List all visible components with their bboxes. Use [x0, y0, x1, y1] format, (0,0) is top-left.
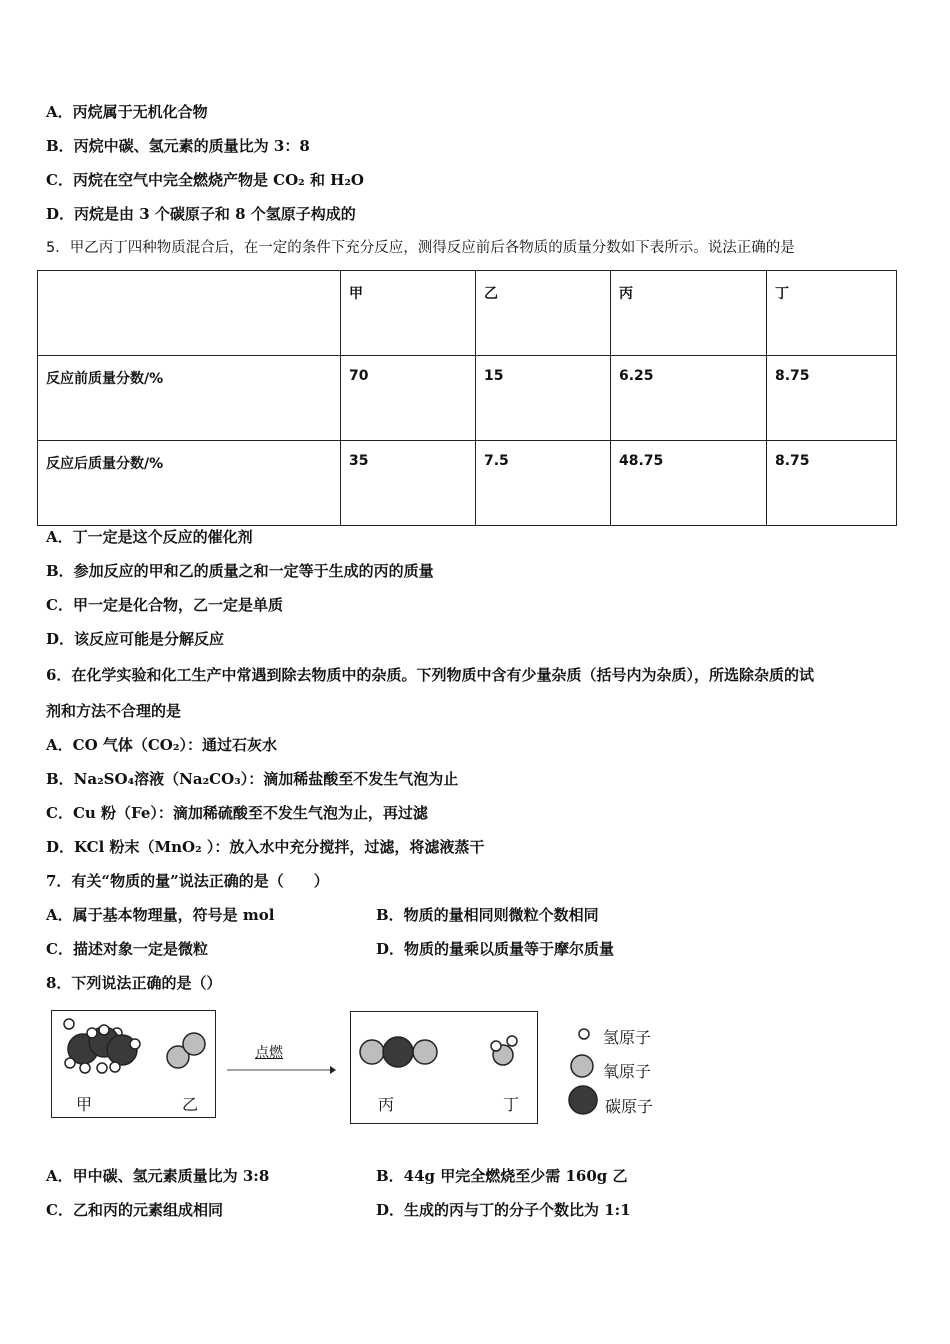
- q8-option-a: A．甲中碳、氢元素质量比为 3:8: [46, 1167, 270, 1185]
- q6-stem-line1: 6．在化学实验和化工生产中常遇到除去物质中的杂质。下列物质中含有少量杂质（括号内为杂质），所选除杂质的试: [46, 666, 814, 684]
- table-cell: 丙: [611, 271, 767, 356]
- q5-stem: 5．甲乙丙丁四种物质混合后，在一定的条件下充分反应，测得反应前后各物质的质量分数如下表所示。说法正确的是: [46, 240, 795, 256]
- table-cell: 反应后质量分数/%: [38, 441, 341, 526]
- table-cell: 70: [341, 356, 476, 441]
- q5-option-c: C．甲一定是化合物，乙一定是单质: [46, 596, 283, 614]
- q6-option-b: B．Na₂SO₄溶液（Na₂CO₃）：滴加稀盐酸至不发生气泡为止: [46, 770, 459, 788]
- table-cell: 35: [341, 441, 476, 526]
- table-cell: 8.75: [767, 356, 897, 441]
- q8-option-d: D．生成的丙与丁的分子个数比为 1:1: [376, 1201, 631, 1219]
- q6-option-a: A．CO 气体（CO₂）：通过石灰水: [46, 736, 277, 754]
- q6-option-c: C．Cu 粉（Fe）：滴加稀硫酸至不发生气泡为止，再过滤: [46, 804, 428, 822]
- oxygen-molecule: [167, 1033, 205, 1068]
- molecule-drawing: [0, 1000, 700, 1130]
- label-bing: 丙: [378, 1095, 395, 1114]
- table-cell: 7.5: [476, 441, 611, 526]
- q8-stem: 8．下列说法正确的是（）: [46, 974, 222, 992]
- q5-table: [37, 270, 897, 526]
- table-row: [38, 356, 897, 441]
- table-cell: 8.75: [767, 441, 897, 526]
- table-cell: 反应前质量分数/%: [38, 356, 341, 441]
- table-cell: 6.25: [611, 356, 767, 441]
- table-cell: 15: [476, 356, 611, 441]
- legend-atoms: [569, 1029, 597, 1114]
- q7-stem: 7．有关“物质的量”说法正确的是（ ）: [46, 872, 329, 890]
- q6-stem-line2: 剂和方法不合理的是: [46, 702, 182, 720]
- q5-option-a: A．丁一定是这个反应的催化剂: [46, 528, 253, 546]
- table-cell: 丁: [767, 271, 897, 356]
- label-ding: 丁: [503, 1095, 520, 1114]
- q4-option-a: A．丙烷属于无机化合物: [46, 103, 208, 121]
- q7-option-b: B．物质的量相同则微粒个数相同: [376, 906, 599, 924]
- q4-option-b: B．丙烷中碳、氢元素的质量比为 3：8: [46, 137, 310, 155]
- arrow-label-ignite: 点燃: [255, 1045, 283, 1061]
- table-cell: 48.75: [611, 441, 767, 526]
- q6-option-d: D．KCl 粉末（MnO₂ ）：放入水中充分搅拌，过滤，将滤液蒸干: [46, 838, 485, 856]
- q5-option-b: B．参加反应的甲和乙的质量之和一定等于生成的丙的质量: [46, 562, 434, 580]
- legend-carbon: 碳原子: [605, 1097, 654, 1116]
- table-row: [38, 441, 897, 526]
- co2-molecule: [360, 1037, 437, 1067]
- q8-option-b: B．44g 甲完全燃烧至少需 160g 乙: [376, 1167, 628, 1185]
- q5-option-d: D．该反应可能是分解反应: [46, 630, 225, 648]
- table-header-row: [38, 271, 897, 356]
- legend-oxygen: 氧原子: [603, 1062, 652, 1081]
- table-cell: 乙: [476, 271, 611, 356]
- legend-hydrogen: 氢原子: [603, 1028, 652, 1047]
- q8-option-c: C．乙和丙的元素组成相同: [46, 1201, 223, 1219]
- q4-option-d: D．丙烷是由 3 个碳原子和 8 个氢原子构成的: [46, 205, 356, 223]
- q7-option-a: A．属于基本物理量，符号是 mol: [46, 906, 275, 924]
- table-cell: [38, 271, 341, 356]
- q7-option-c: C．描述对象一定是微粒: [46, 940, 208, 958]
- table-cell: 甲: [341, 271, 476, 356]
- water-molecule: [491, 1036, 517, 1065]
- propane-molecule: [64, 1019, 140, 1073]
- label-jia: 甲: [76, 1095, 93, 1114]
- q4-option-c: C．丙烷在空气中完全燃烧产物是 CO₂ 和 H₂O: [46, 171, 364, 189]
- label-yi: 乙: [182, 1095, 199, 1114]
- q7-option-d: D．物质的量乘以质量等于摩尔质量: [376, 940, 615, 958]
